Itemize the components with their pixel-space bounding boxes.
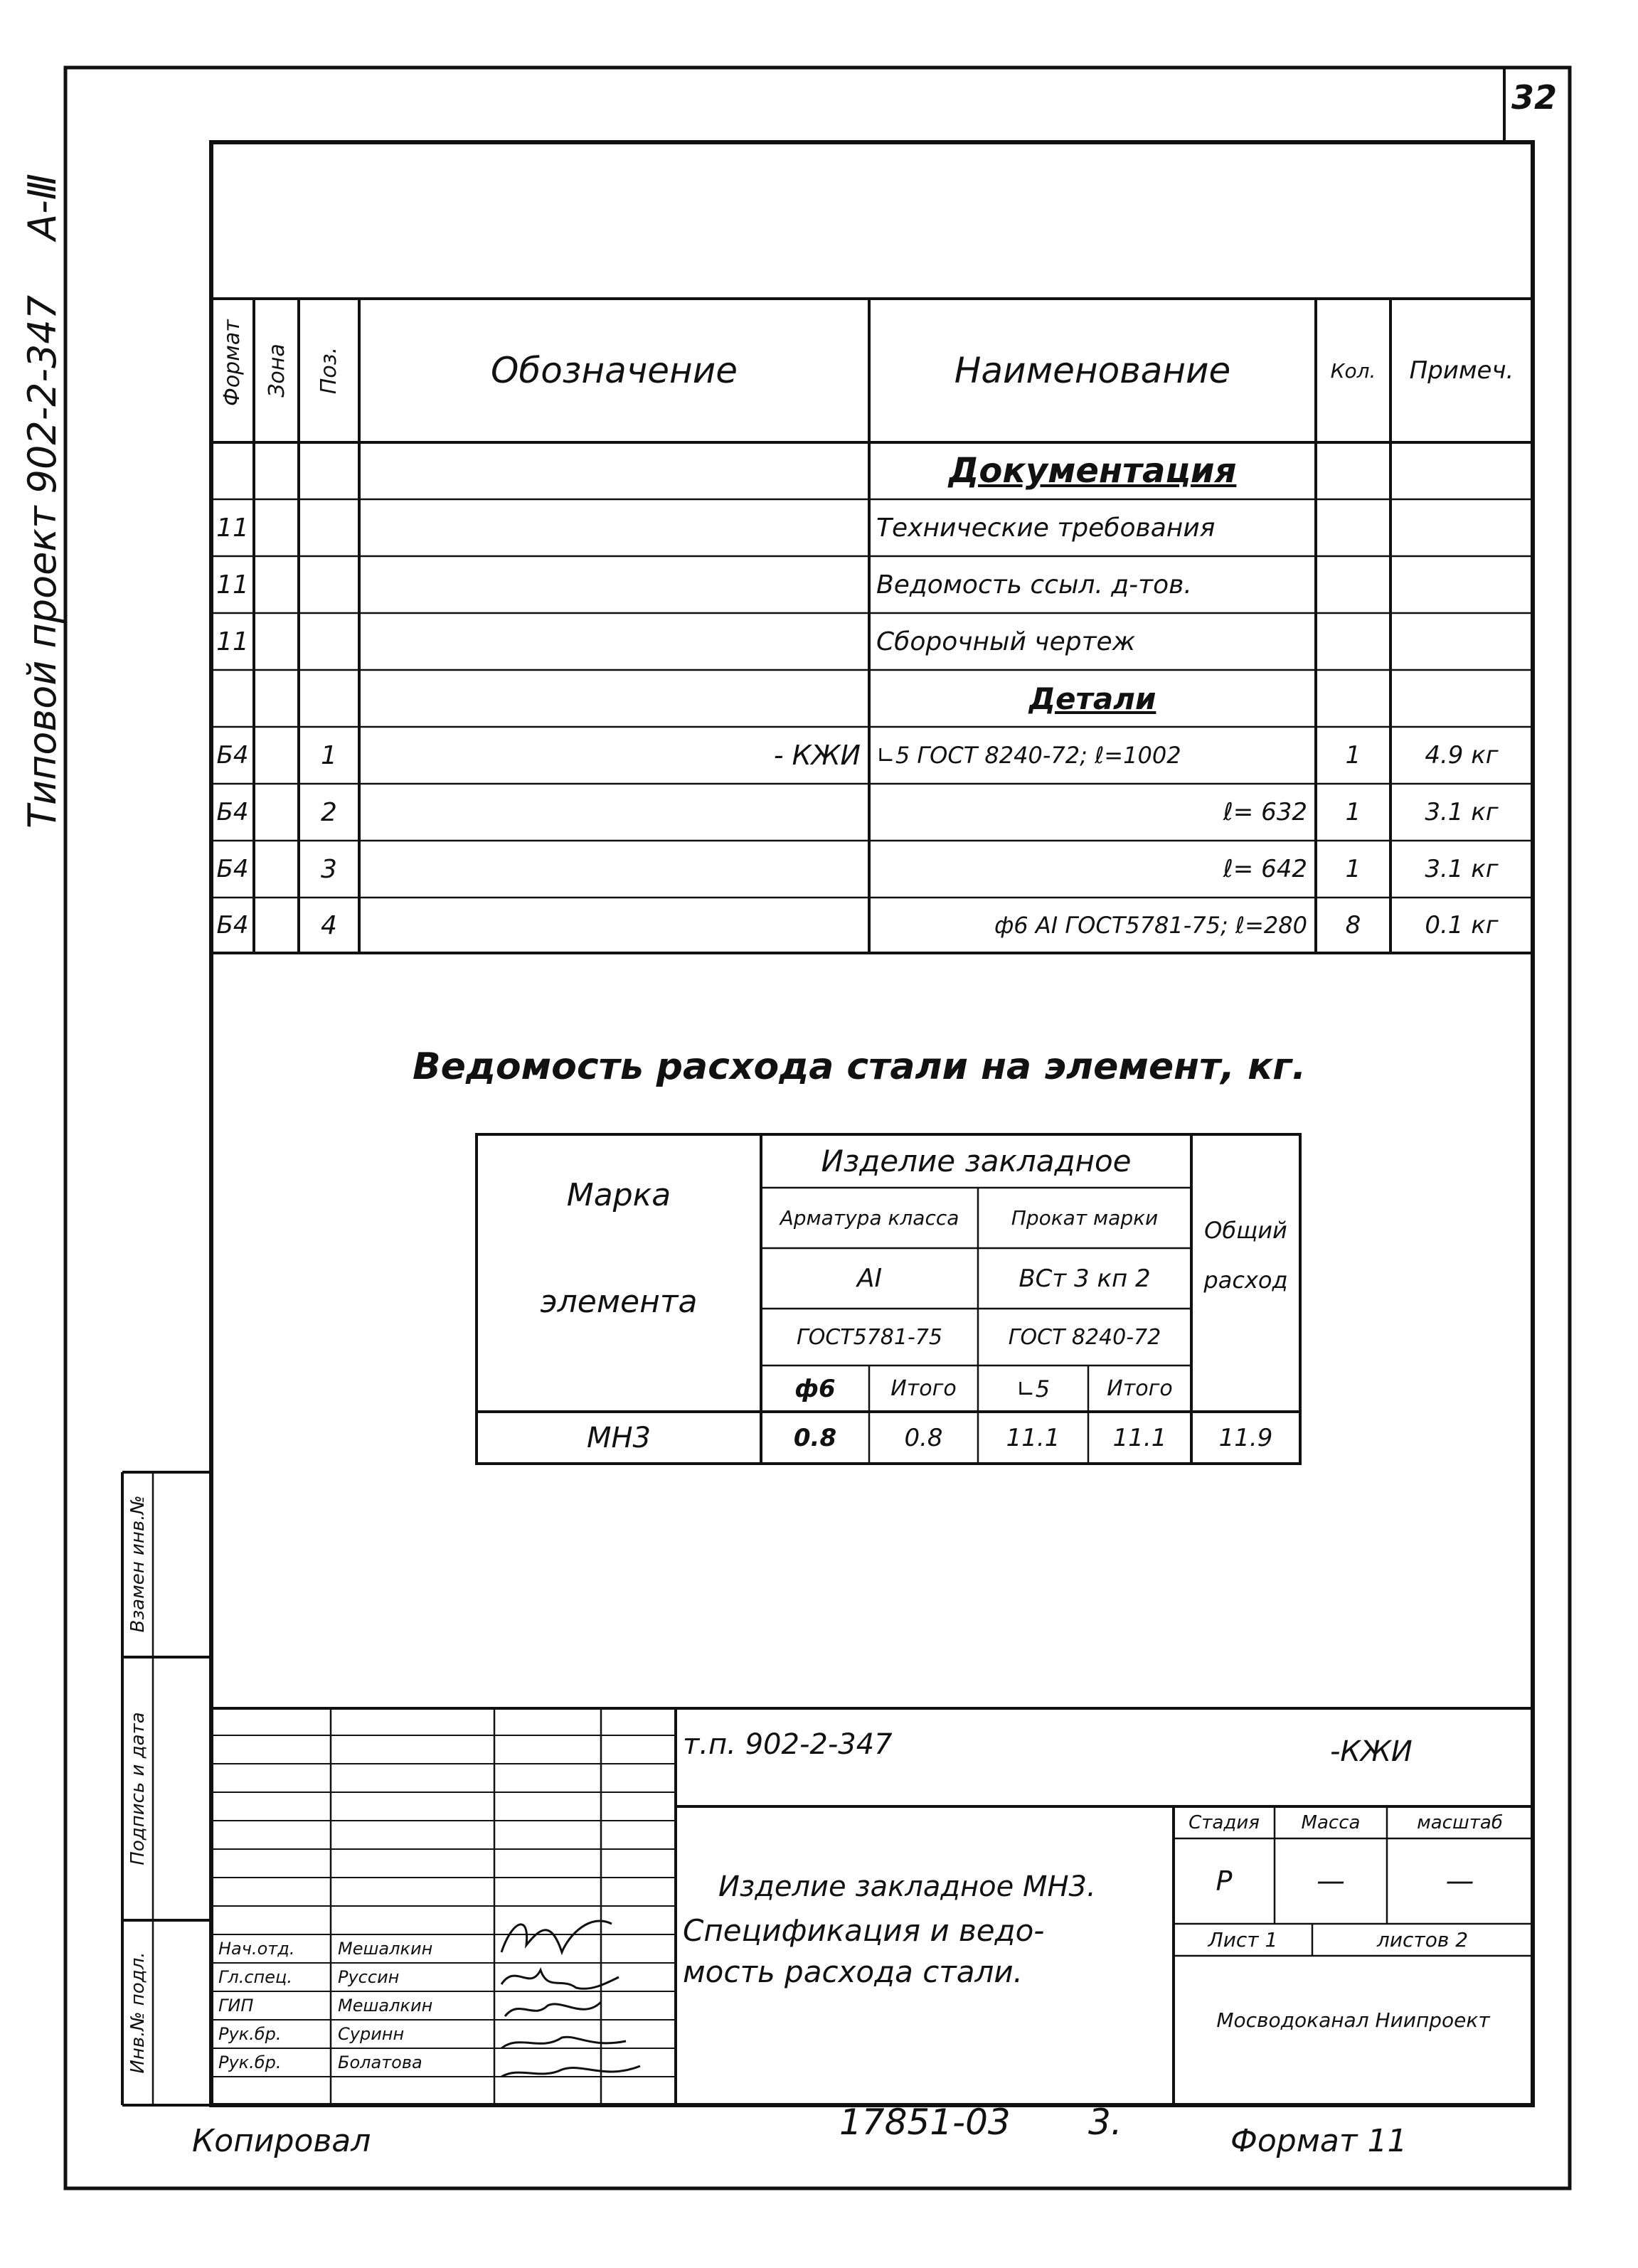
format-label: Формат 11	[1230, 2123, 1408, 2159]
margin-project-title	[18, 174, 68, 829]
row-5-pos: 1	[321, 740, 337, 770]
stage-value: Р	[1216, 1865, 1233, 1897]
copied-label: Копировал	[192, 2123, 371, 2159]
row-6-format: Б4	[216, 798, 249, 826]
role-2-name: Мешалкин	[338, 1996, 433, 2016]
stamp-inv-orig: Инв.№ подл.	[127, 1952, 149, 2074]
row-1-name: Технические требования	[876, 513, 1216, 543]
row-7-note: 3.1 кг	[1425, 855, 1499, 883]
header-qty: Кол.	[1330, 358, 1376, 383]
scale-label: масштаб	[1417, 1811, 1503, 1833]
signature-1	[501, 1921, 612, 1952]
col-f6: ф6	[794, 1374, 836, 1403]
sheet-label: Лист 1	[1208, 1928, 1278, 1952]
gost-rebar: ГОСТ5781-75	[797, 1324, 942, 1350]
row-8-format: Б4	[216, 911, 249, 939]
row-7-pos: 3	[321, 854, 337, 884]
desc-line-2: Спецификация и ведо-	[683, 1913, 1045, 1948]
header-format: Формат	[220, 319, 245, 406]
col-c5: ∟5	[1016, 1375, 1051, 1402]
role-1: Гл.спец.	[218, 1967, 292, 1987]
sheet-no: 3.	[1088, 2102, 1122, 2143]
mass-label: Масса	[1301, 1811, 1361, 1833]
project-code: т.п. 902-2-347	[683, 1728, 893, 1761]
steel-title: Ведомость расхода стали на элемент, кг.	[413, 1045, 1307, 1088]
sheets-label: листов 2	[1376, 1928, 1469, 1952]
signature-3	[505, 2002, 601, 2016]
row-8-qty: 8	[1345, 911, 1361, 939]
row-mark: МН3	[586, 1421, 652, 1454]
row-6-note: 3.1 кг	[1425, 798, 1499, 826]
row-5-designation: - КЖИ	[773, 740, 861, 771]
row-2-name: Ведомость ссыл. д-тов.	[876, 570, 1192, 600]
row-8-note: 0.1 кг	[1425, 911, 1499, 939]
total-header-1: Общий	[1204, 1217, 1287, 1244]
class-a1: АI	[856, 1264, 883, 1293]
role-3-name: Суринн	[338, 2024, 405, 2044]
doc-number: 17851-03	[839, 2102, 1011, 2143]
mass-value: —	[1317, 1865, 1345, 1897]
project-suffix: -КЖИ	[1330, 1735, 1413, 1768]
signatures	[501, 1921, 640, 2077]
row-0-name: Документация	[948, 451, 1237, 491]
row-8-pos: 4	[321, 910, 337, 940]
rebar-class-header: Арматура класса	[780, 1205, 959, 1230]
product-header: Изделие закладное	[821, 1144, 1132, 1178]
role-2: ГИП	[218, 1996, 254, 2016]
total-header-2: расход	[1203, 1267, 1288, 1294]
row-4-name: Детали	[1028, 681, 1156, 716]
row-7-name: ℓ= 642	[1223, 855, 1307, 883]
col-total1: Итого	[890, 1376, 957, 1401]
row-6-pos: 2	[321, 797, 337, 827]
row-total2: 11.1	[1112, 1423, 1167, 1452]
project-title: Типовой проект 902-2-347	[20, 294, 65, 829]
role-1-name: Руссин	[338, 1967, 400, 1987]
signature-4	[501, 2037, 626, 2048]
row-overall: 11.9	[1218, 1423, 1273, 1452]
row-f6: 0.8	[793, 1423, 837, 1452]
role-3: Рук.бр.	[218, 2024, 282, 2044]
row-5-name: ∟5 ГОСТ 8240-72; ℓ=1002	[876, 742, 1181, 769]
rolled-header: Прокат марки	[1011, 1205, 1159, 1230]
row-6-name: ℓ= 632	[1223, 798, 1307, 826]
header-zone: Зона	[265, 344, 289, 398]
row-7-qty: 1	[1345, 855, 1361, 883]
col-total2: Итого	[1107, 1376, 1173, 1401]
stamp-replace: Взамен инв.№	[127, 1495, 149, 1633]
header-name: Наименование	[954, 350, 1231, 391]
sheet-number: 32	[1511, 78, 1558, 117]
row-2-format: 11	[216, 570, 249, 600]
steel-grade: ВСт 3 кп 2	[1019, 1264, 1151, 1293]
role-0: Нач.отд.	[218, 1939, 295, 1959]
role-0-name: Мешалкин	[338, 1939, 433, 1959]
mark-header-2: элемента	[540, 1283, 698, 1320]
header-pos: Поз.	[317, 346, 341, 395]
row-5-note: 4.9 кг	[1425, 741, 1499, 770]
desc-line-1: Изделие закладное МН3.	[718, 1870, 1096, 1903]
row-6-qty: 1	[1345, 798, 1361, 826]
row-5-qty: 1	[1345, 741, 1361, 770]
header-designation: Обозначение	[491, 350, 738, 391]
row-8-name: ф6 АI ГОСТ5781-75; ℓ=280	[994, 912, 1307, 939]
mark-header-1: Марка	[566, 1176, 671, 1213]
album-number: А-Ⅲ	[20, 174, 65, 240]
desc-line-3: мость расхода стали.	[683, 1954, 1023, 1989]
gost-rolled: ГОСТ 8240-72	[1008, 1324, 1161, 1350]
row-3-format: 11	[216, 627, 249, 656]
stage-label: Стадия	[1188, 1811, 1260, 1833]
row-5-format: Б4	[216, 741, 249, 770]
row-c5: 11.1	[1006, 1423, 1060, 1452]
stamp-sign-date: Подпись и дата	[127, 1712, 149, 1865]
header-note: Примеч.	[1409, 356, 1514, 385]
signature-5	[501, 2066, 640, 2077]
role-4: Рук.бр.	[218, 2053, 282, 2072]
row-1-format: 11	[216, 513, 249, 543]
row-3-name: Сборочный чертеж	[876, 627, 1136, 656]
row-total1: 0.8	[904, 1423, 943, 1452]
organization: Мосводоканал Ниипроект	[1216, 2008, 1490, 2032]
role-4-name: Болатова	[338, 2053, 422, 2072]
row-7-format: Б4	[216, 855, 249, 883]
scale-value: —	[1445, 1865, 1474, 1897]
